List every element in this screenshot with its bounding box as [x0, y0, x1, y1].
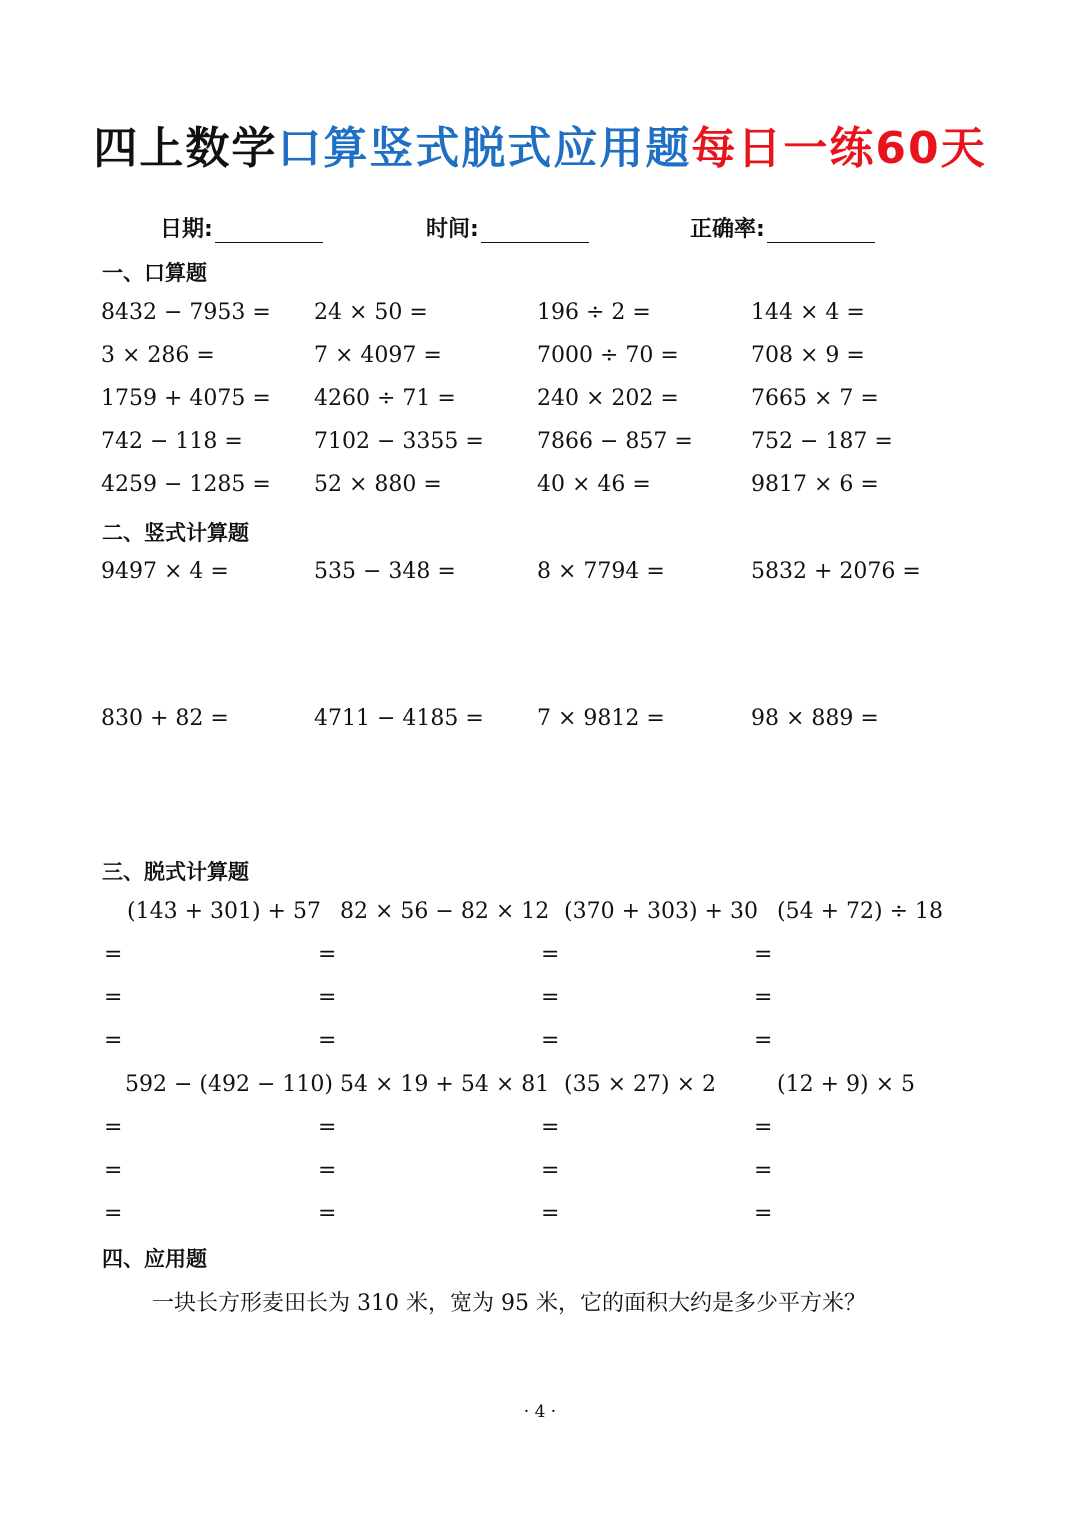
accuracy-blank — [767, 220, 875, 243]
stepwise-problem: (12 + 9) × 5 — [777, 1072, 915, 1097]
oral-problem: 7866 − 857 = — [537, 429, 693, 454]
oral-problem: 7000 ÷ 70 = — [537, 343, 679, 368]
oral-problem: 4260 ÷ 71 = — [314, 386, 456, 411]
equals-sign: = — [541, 985, 560, 1010]
equals-sign: = — [318, 1201, 337, 1226]
oral-problem: 9817 × 6 = — [751, 472, 879, 497]
equals-sign: = — [754, 942, 773, 967]
date-field — [160, 212, 323, 243]
oral-problem: 708 × 9 = — [751, 343, 865, 368]
oral-problem: 8432 − 7953 = — [101, 300, 271, 325]
date-blank — [215, 220, 323, 243]
equals-sign: = — [754, 1028, 773, 1053]
equals-sign: = — [754, 1201, 773, 1226]
title-part-daily: 每日一练60天 — [691, 123, 987, 174]
oral-problem: 742 − 118 = — [101, 429, 243, 454]
section-vertical-heading: 二、竖式计算题 — [102, 521, 249, 545]
oral-problem: 7665 × 7 = — [751, 386, 879, 411]
stepwise-problem: 82 × 56 − 82 × 12 — [340, 899, 550, 924]
oral-problem: 7 × 4097 = — [314, 343, 442, 368]
title-part-topics: 口算竖式脱式应用题 — [277, 123, 692, 174]
equals-sign: = — [104, 942, 123, 967]
equals-sign: = — [104, 985, 123, 1010]
vertical-problem: 7 × 9812 = — [537, 706, 665, 731]
oral-problem: 752 − 187 = — [751, 429, 893, 454]
oral-problem: 144 × 4 = — [751, 300, 865, 325]
oral-problem: 7102 − 3355 = — [314, 429, 484, 454]
equals-sign: = — [104, 1028, 123, 1053]
equals-sign: = — [318, 985, 337, 1010]
section-stepwise-heading: 三、脱式计算题 — [102, 860, 249, 884]
equals-sign: = — [541, 1028, 560, 1053]
oral-problem: 3 × 286 = — [101, 343, 215, 368]
equals-sign: = — [104, 1115, 123, 1140]
vertical-problem: 98 × 889 = — [751, 706, 879, 731]
vertical-problem: 535 − 348 = — [314, 559, 456, 584]
stepwise-problem: (370 + 303) + 30 — [564, 899, 758, 924]
equals-sign: = — [754, 985, 773, 1010]
equals-sign: = — [318, 1158, 337, 1183]
oral-problem: 4259 − 1285 = — [101, 472, 271, 497]
page-title — [0, 112, 1080, 176]
equals-sign: = — [104, 1201, 123, 1226]
equals-sign: = — [541, 942, 560, 967]
vertical-problem: 830 + 82 = — [101, 706, 229, 731]
vertical-problem: 8 × 7794 = — [537, 559, 665, 584]
oral-problem: 40 × 46 = — [537, 472, 651, 497]
equals-sign: = — [541, 1201, 560, 1226]
equals-sign: = — [318, 1028, 337, 1053]
equals-sign: = — [104, 1158, 123, 1183]
equals-sign: = — [754, 1115, 773, 1140]
vertical-problem: 4711 − 4185 = — [314, 706, 484, 731]
time-field — [426, 212, 589, 243]
stepwise-problem: 592 − (492 − 110) — [125, 1072, 333, 1097]
oral-problem: 52 × 880 = — [314, 472, 442, 497]
stepwise-problem: 54 × 19 + 54 × 81 — [340, 1072, 550, 1097]
equals-sign: = — [318, 942, 337, 967]
date-label: 日期: — [160, 217, 213, 242]
section-oral-heading: 一、口算题 — [102, 261, 207, 285]
page-number: · 4 · — [523, 1402, 557, 1422]
time-label: 时间: — [426, 217, 479, 242]
stepwise-problem: (35 × 27) × 2 — [564, 1072, 716, 1097]
vertical-problem: 9497 × 4 = — [101, 559, 229, 584]
accuracy-label: 正确率: — [690, 217, 765, 242]
equals-sign: = — [541, 1158, 560, 1183]
oral-problem: 24 × 50 = — [314, 300, 428, 325]
stepwise-problem: (54 + 72) ÷ 18 — [777, 899, 943, 924]
title-part-grade: 四上数学 — [93, 123, 278, 174]
vertical-problem: 5832 + 2076 = — [751, 559, 921, 584]
accuracy-field — [690, 212, 875, 243]
equals-sign: = — [318, 1115, 337, 1140]
oral-problem: 240 × 202 = — [537, 386, 679, 411]
oral-problem: 196 ÷ 2 = — [537, 300, 651, 325]
section-application-heading: 四、应用题 — [102, 1247, 207, 1271]
equals-sign: = — [754, 1158, 773, 1183]
equals-sign: = — [541, 1115, 560, 1140]
time-blank — [481, 220, 589, 243]
oral-problem: 1759 + 4075 = — [101, 386, 271, 411]
application-question: 一块长方形麦田长为 310 米，宽为 95 米，它的面积大约是多少平方米？ — [152, 1291, 866, 1316]
stepwise-problem: (143 + 301) + 57 — [127, 899, 321, 924]
